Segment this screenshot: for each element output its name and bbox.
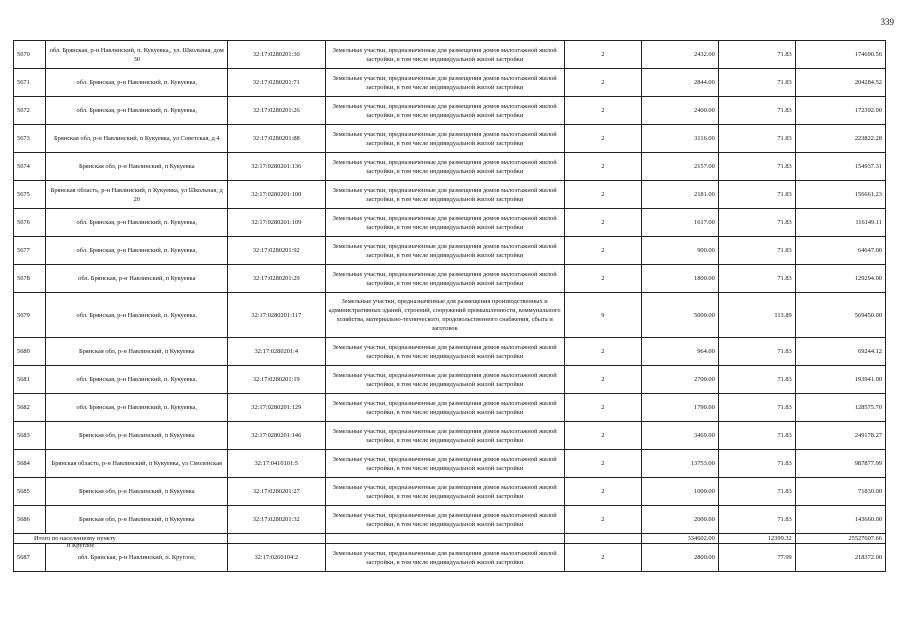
empty-cell <box>564 534 641 544</box>
cadastral-number-cell: 32:17:0280201:4 <box>228 338 325 366</box>
land-use-cell: Земельные участки, предназначенные для размещения домов малоэтажной жилой застройки, в том числе индивидуальной жилой застройки <box>325 97 564 125</box>
land-use-cell: Земельные участки, предназначенные для размещения домов малоэтажной жилой застройки, в том числе индивидуальной жилой застройки <box>325 338 564 366</box>
total-label-cell: Итого по населенному пункту <box>14 534 228 544</box>
cadastral-number-cell: 32:17:0280201:129 <box>228 394 325 422</box>
row-number-cell: 5674 <box>14 153 46 181</box>
rate-cell: 71.83 <box>718 265 795 293</box>
area-cell: 1000.00 <box>641 478 718 506</box>
land-use-cell: Земельные участки, предназначенные для размещения домов малоэтажной жилой застройки, в том числе индивидуальной жилой застройки <box>325 544 564 572</box>
address-cell: обл. Брянская, р-н Навлинский, п. Кукуевка, <box>46 97 228 125</box>
address-cell: Брянская обл, р-н Навлинский, п Кукуевка <box>46 478 228 506</box>
row-number-cell: 5678 <box>14 265 46 293</box>
address-cell: обл. Брянская, р-н Навлинский, п Кукуевка <box>46 265 228 293</box>
area-cell: 1617.00 <box>641 209 718 237</box>
rate-cell: 71.83 <box>718 478 795 506</box>
total-area-cell: 334602.00 <box>641 534 718 544</box>
rate-cell: 71.83 <box>718 237 795 265</box>
locality-name: п Круглое <box>67 542 95 549</box>
land-use-cell: Земельные участки, предназначенные для размещения домов малоэтажной жилой застройки, в том числе индивидуальной жилой застройки <box>325 478 564 506</box>
land-use-cell: Земельные участки, предназначенные для размещения домов малоэтажной жилой застройки, в том числе индивидуальной жилой застройки <box>325 422 564 450</box>
row-number-cell: 5670 <box>14 41 46 69</box>
table-row <box>14 293 886 338</box>
land-use-cell: Земельные участки, предназначенные для размещения домов малоэтажной жилой застройки, в том числе индивидуальной жилой застройки <box>325 237 564 265</box>
cadastral-number-cell: 32:17:0280201:88 <box>228 125 325 153</box>
use-group-cell: 2 <box>564 209 641 237</box>
address-cell: обл. Брянская, р-н Навлинский, п. Кукуевка, <box>46 366 228 394</box>
cadastral-value-cell: 223822.28 <box>795 125 885 153</box>
cadastral-number-cell: 32:17:0280201:92 <box>228 237 325 265</box>
rate-cell: 113.89 <box>718 293 795 338</box>
area-cell: 13753.00 <box>641 450 718 478</box>
area-cell: 3469.00 <box>641 422 718 450</box>
row-number-cell: 5673 <box>14 125 46 153</box>
row-number-cell: 5675 <box>14 181 46 209</box>
table-row <box>14 544 886 572</box>
use-group-cell: 2 <box>564 506 641 534</box>
use-group-cell: 2 <box>564 181 641 209</box>
area-cell: 2844.00 <box>641 69 718 97</box>
use-group-cell: 2 <box>564 394 641 422</box>
total-value-cell: 25527607.66 <box>795 534 885 544</box>
land-use-cell: Земельные участки, предназначенные для размещения производственных и административных зданий, строений, сооружений промышленности, коммунального хозяйства, материально-технического, продовольственного снабжения, сбыта и заготовок <box>325 293 564 338</box>
table-row <box>14 125 886 153</box>
empty-cell <box>325 534 564 544</box>
rate-cell: 71.83 <box>718 41 795 69</box>
land-use-cell: Земельные участки, предназначенные для размещения домов малоэтажной жилой застройки, в том числе индивидуальной жилой застройки <box>325 265 564 293</box>
use-group-cell: 2 <box>564 338 641 366</box>
address-cell: обл. Брянская, р-н Навлинский, п. Кукуевка,, ул. Школьная, дом 30 <box>46 41 228 69</box>
cadastral-value-cell: 129294.00 <box>795 265 885 293</box>
cadastral-number-cell: 32:17:0280201:117 <box>228 293 325 338</box>
cadastral-number-cell: 32:17:0280201:146 <box>228 422 325 450</box>
area-cell: 2400.00 <box>641 97 718 125</box>
row-number-cell: 5686 <box>14 506 46 534</box>
area-cell: 964.00 <box>641 338 718 366</box>
cadastral-number-cell: 32:17:0280201:136 <box>228 153 325 181</box>
address-cell: Брянская обл, р-н Навлинский, п Кукуевка <box>46 422 228 450</box>
use-group-cell: 2 <box>564 366 641 394</box>
row-number-cell: 5682 <box>14 394 46 422</box>
area-cell: 2000.00 <box>641 506 718 534</box>
table-row <box>14 422 886 450</box>
use-group-cell: 2 <box>564 478 641 506</box>
address-cell: обл. Брянская, р-н Навлинский, п. Кукуевка, <box>46 209 228 237</box>
area-cell: 1800.00 <box>641 265 718 293</box>
land-use-cell: Земельные участки, предназначенные для размещения домов малоэтажной жилой застройки, в том числе индивидуальной жилой застройки <box>325 366 564 394</box>
cadastral-value-cell: 69244.12 <box>795 338 885 366</box>
address-cell: обл. Брянская, р-н Навлинский, п. Кукуевка, <box>46 293 228 338</box>
land-use-cell: Земельные участки, предназначенные для размещения домов малоэтажной жилой застройки, в том числе индивидуальной жилой застройки <box>325 209 564 237</box>
address-cell: обл. Брянская, р-н Навлинский, п. Круглое, <box>46 544 228 572</box>
cadastral-value-cell: 204284.52 <box>795 69 885 97</box>
table-row <box>14 394 886 422</box>
rate-cell: 71.83 <box>718 394 795 422</box>
row-number-cell: 5681 <box>14 366 46 394</box>
table-row <box>14 41 886 69</box>
row-number-cell: 5684 <box>14 450 46 478</box>
table-row <box>14 478 886 506</box>
cadastral-value-cell: 71830.00 <box>795 478 885 506</box>
cadastral-value-cell: 116149.11 <box>795 209 885 237</box>
rate-cell: 77.99 <box>718 544 795 572</box>
table-row <box>14 69 886 97</box>
rate-cell: 71.83 <box>718 422 795 450</box>
area-cell: 1790.00 <box>641 394 718 422</box>
empty-cell <box>228 534 325 544</box>
area-cell: 3116.00 <box>641 125 718 153</box>
cadastral-value-cell: 128575.70 <box>795 394 885 422</box>
cadastral-value-cell: 156661.23 <box>795 181 885 209</box>
cadastral-value-cell: 172392.00 <box>795 97 885 125</box>
use-group-cell: 2 <box>564 450 641 478</box>
table-row <box>14 265 886 293</box>
table-row <box>14 450 886 478</box>
row-number-cell: 5677 <box>14 237 46 265</box>
land-use-cell: Земельные участки, предназначенные для размещения домов малоэтажной жилой застройки, в том числе индивидуальной жилой застройки <box>325 506 564 534</box>
cadastral-value-cell: 193941.00 <box>795 366 885 394</box>
address-cell: Брянская обл, р-н Навлинский, п Кукуевка, ул Советская, д 4 <box>46 125 228 153</box>
address-cell: Брянская область, р-н Навлинский, п Кукуевка, ул Школьная, д 20 <box>46 181 228 209</box>
cadastral-number-cell: 32:17:0260104:2 <box>228 544 325 572</box>
cadastral-number-cell: 32:17:0280201:32 <box>228 506 325 534</box>
cadastral-value-cell: 569450.00 <box>795 293 885 338</box>
table-row <box>14 237 886 265</box>
cadastral-number-cell: 32:17:0280201:27 <box>228 478 325 506</box>
row-number-cell: 5685 <box>14 478 46 506</box>
rate-cell: 71.83 <box>718 153 795 181</box>
area-cell: 2432.00 <box>641 41 718 69</box>
use-group-cell: 2 <box>564 422 641 450</box>
address-cell: обл. Брянская, р-н Навлинский, п. Кукуевка, <box>46 394 228 422</box>
area-cell: 900.00 <box>641 237 718 265</box>
address-cell: Брянская область, р-н Навлинский, п Кукуевка, ул Смоленская <box>46 450 228 478</box>
table-row <box>14 153 886 181</box>
table-body <box>14 41 886 572</box>
cadastral-number-cell: 32:17:0410101:5 <box>228 450 325 478</box>
locality-total-row <box>14 534 886 544</box>
address-cell: Брянская обл, р-н Навлинский, п Кукуевка <box>46 153 228 181</box>
land-use-cell: Земельные участки, предназначенные для размещения домов малоэтажной жилой застройки, в том числе индивидуальной жилой застройки <box>325 41 564 69</box>
cadastral-value-cell: 174690.56 <box>795 41 885 69</box>
cadastral-value-cell: 64647.00 <box>795 237 885 265</box>
row-number-cell: 5676 <box>14 209 46 237</box>
land-use-cell: Земельные участки, предназначенные для размещения домов малоэтажной жилой застройки, в том числе индивидуальной жилой застройки <box>325 450 564 478</box>
cadastral-value-cell: 143660.00 <box>795 506 885 534</box>
row-number-cell: 5683 <box>14 422 46 450</box>
area-cell: 2157.00 <box>641 153 718 181</box>
use-group-cell: 2 <box>564 153 641 181</box>
use-group-cell: 2 <box>564 265 641 293</box>
row-number-cell: 5679 <box>14 293 46 338</box>
use-group-cell: 2 <box>564 41 641 69</box>
cadastral-value-cell: 154937.31 <box>795 153 885 181</box>
address-cell: Брянская обл, р-н Навлинский, п Кукуевка <box>46 506 228 534</box>
rate-cell: 71.83 <box>718 450 795 478</box>
use-group-cell: 9 <box>564 293 641 338</box>
use-group-cell: 2 <box>564 97 641 125</box>
use-group-cell: 2 <box>564 237 641 265</box>
land-registry-table <box>13 40 886 572</box>
use-group-cell: 2 <box>564 544 641 572</box>
cadastral-value-cell: 987877.99 <box>795 450 885 478</box>
cadastral-number-cell: 32:17:0280201:29 <box>228 265 325 293</box>
land-use-cell: Земельные участки, предназначенные для размещения домов малоэтажной жилой застройки, в том числе индивидуальной жилой застройки <box>325 125 564 153</box>
land-use-cell: Земельные участки, предназначенные для размещения домов малоэтажной жилой застройки, в том числе индивидуальной жилой застройки <box>325 394 564 422</box>
address-cell: Брянская обл, р-н Навлинский, п Кукуевка <box>46 338 228 366</box>
cadastral-number-cell: 32:17:0280201:19 <box>228 366 325 394</box>
table-row <box>14 366 886 394</box>
area-cell: 2800.00 <box>641 544 718 572</box>
rate-cell: 71.83 <box>718 506 795 534</box>
table-row <box>14 506 886 534</box>
address-cell: обл. Брянская, р-н Навлинский, п. Кукуевка, <box>46 69 228 97</box>
page-number: 339 <box>880 17 894 27</box>
address-cell: обл. Брянская, р-н Навлинский, п. Кукуевка, <box>46 237 228 265</box>
row-number-cell: 5671 <box>14 69 46 97</box>
cadastral-number-cell: 32:17:0280201:71 <box>228 69 325 97</box>
rate-cell: 71.83 <box>718 69 795 97</box>
total-rate-cell: 12399.32 <box>718 534 795 544</box>
land-use-cell: Земельные участки, предназначенные для размещения домов малоэтажной жилой застройки, в том числе индивидуальной жилой застройки <box>325 69 564 97</box>
table-row <box>14 209 886 237</box>
rate-cell: 71.83 <box>718 97 795 125</box>
rate-cell: 71.83 <box>718 125 795 153</box>
cadastral-number-cell: 32:17:0280201:100 <box>228 181 325 209</box>
area-cell: 2181.00 <box>641 181 718 209</box>
land-use-cell: Земельные участки, предназначенные для размещения домов малоэтажной жилой застройки, в том числе индивидуальной жилой застройки <box>325 153 564 181</box>
cadastral-value-cell: 218372.00 <box>795 544 885 572</box>
row-number-cell: 5672 <box>14 97 46 125</box>
cadastral-number-cell: 32:17:0280201:30 <box>228 41 325 69</box>
rate-cell: 71.83 <box>718 181 795 209</box>
row-number-cell: п Круглое 5687 <box>14 544 46 572</box>
use-group-cell: 2 <box>564 125 641 153</box>
table-row <box>14 181 886 209</box>
area-cell: 2700.00 <box>641 366 718 394</box>
rate-cell: 71.83 <box>718 366 795 394</box>
cadastral-value-cell: 249178.27 <box>795 422 885 450</box>
rate-cell: 71.83 <box>718 338 795 366</box>
row-number-cell: 5680 <box>14 338 46 366</box>
land-use-cell: Земельные участки, предназначенные для размещения домов малоэтажной жилой застройки, в том числе индивидуальной жилой застройки <box>325 181 564 209</box>
area-cell: 5000.00 <box>641 293 718 338</box>
cadastral-number-cell: 32:17:0280201:109 <box>228 209 325 237</box>
use-group-cell: 2 <box>564 69 641 97</box>
rate-cell: 71.83 <box>718 209 795 237</box>
table-row <box>14 97 886 125</box>
cadastral-number-cell: 32:17:0280201:26 <box>228 97 325 125</box>
table-row <box>14 338 886 366</box>
